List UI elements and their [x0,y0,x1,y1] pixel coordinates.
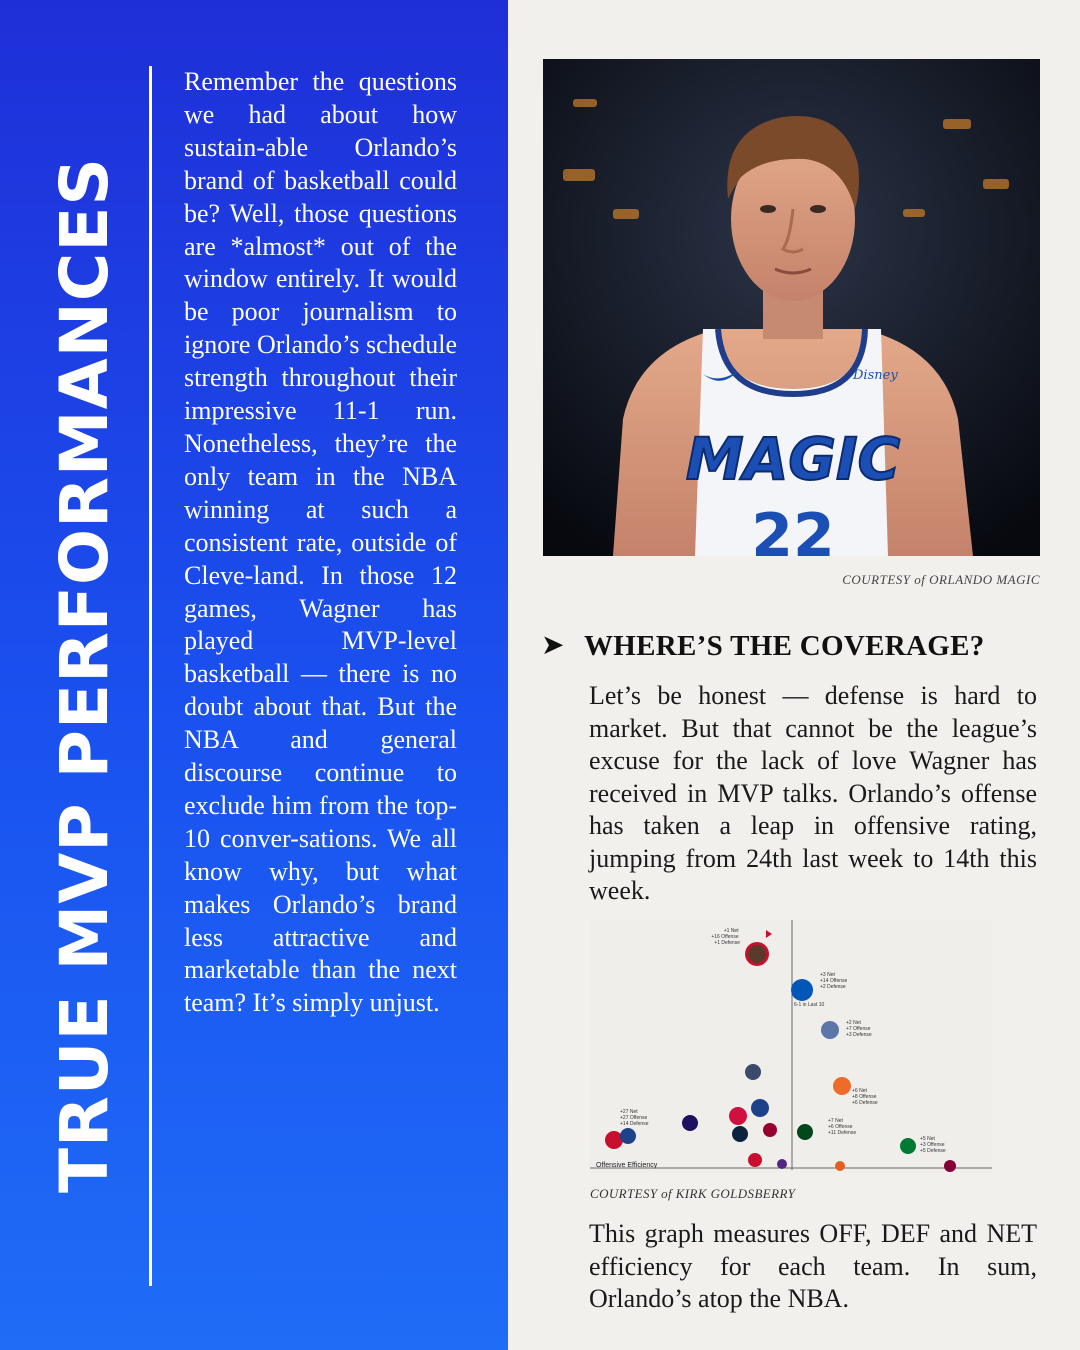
team-logo-suns [835,1161,845,1171]
efficiency-chart [590,920,992,1173]
team-logo-cavaliers [944,1160,956,1172]
annotation-grizzlies: +2 Net +7 Offense +3 Defense [846,1020,872,1038]
section-heading: WHERE’S THE COVERAGE? [584,630,985,662]
left-panel [0,0,508,1350]
player-illustration [543,59,1040,556]
team-logo-pistons [748,1153,762,1167]
jersey-wordmark: MAGIC [685,425,901,493]
team-logo-lakers [777,1159,787,1169]
team-logo-nets [745,1064,761,1080]
annotation-thunder: +6 Net +8 Offense +6 Defense [852,1088,878,1106]
annotation-magic: +3 Net +14 Offense +2 Defense [820,972,848,990]
photo-credit: COURTESY of ORLANDO MAGIC [842,572,1040,587]
sidebar-article-text: Remember the questions we had about how sustain-able Orlando’s brand of basketball could be? Well, those questions are *almost* out of the window entirely. It would be poor journalism to ignore Orlando’s schedule strength throughout their impressive 11-1 run. Nonetheless, they’re the only team in the NBA winning at such a consistent rate, outside of Cleve-land. In those 12 games, Wagner has played MVP-level basketball — there is no doubt about that. But the NBA and general discourse continue to exclude him from the top-10 conver-sations. We all know why, but what makes Orlando’s brand less attractive and marketable than the next team? It’s simply unjust. [184,67,457,1018]
x-axis-label: Offensive Efficiency [596,1162,658,1169]
team-logo-warriors [751,1099,769,1117]
chart-credit: COURTESY of KIRK GOLDSBERRY [590,1186,796,1201]
arrow-icon: ➤ [541,630,565,661]
annotation-rockets: +1 Net +16 Offense +1 Defense [711,928,740,946]
annotation-bucks: +7 Net +6 Offense +11 Defense [828,1118,857,1136]
section-body-text: Let’s be honest — defense is hard to market. But that cannot be the league’s excuse for the lack of love Wagner has received in MVP talks. Orlando’s offense has taken a leap in offensive rating, jumping from 24th last week to 14th this week. [589,681,1037,905]
team-logo-magic [791,979,813,1001]
chart-caption: This graph measures OFF, DEF and NET efficiency for each team. In sum, Orlando’s atop the NBA. [589,1219,1037,1313]
team-logo-hornets [682,1115,698,1131]
team-logo-grizzlies [821,1021,839,1039]
team-logo-heat [763,1123,777,1137]
team-logo-timberwolves [732,1126,748,1142]
jersey-number: 22 [751,501,835,556]
vertical-title-wrap [45,60,125,1290]
team-logo-blazers [605,1131,623,1149]
vertical-divider [149,66,152,1286]
player-photo [543,59,1040,556]
orlando-note: 6-1 in Last 10 [794,1002,825,1008]
team-logo-celtics [900,1138,916,1154]
efficiency-chart-graphic [590,920,992,1173]
team-logo-raptors [729,1107,747,1125]
annotation-celtics: +5 Net +3 Offense +5 Defense [920,1136,946,1154]
jersey-sponsor: Disney [853,368,898,383]
team-logo-76ers [620,1128,636,1144]
rockets-icon [766,930,772,938]
team-logo-bucks [797,1124,813,1140]
team-logo-thunder [833,1077,851,1095]
annotation-76ers: +27 Net +27 Offense +14 Defense [620,1109,649,1127]
page-title: TRUE MVP PERFORMANCES [46,157,123,1193]
